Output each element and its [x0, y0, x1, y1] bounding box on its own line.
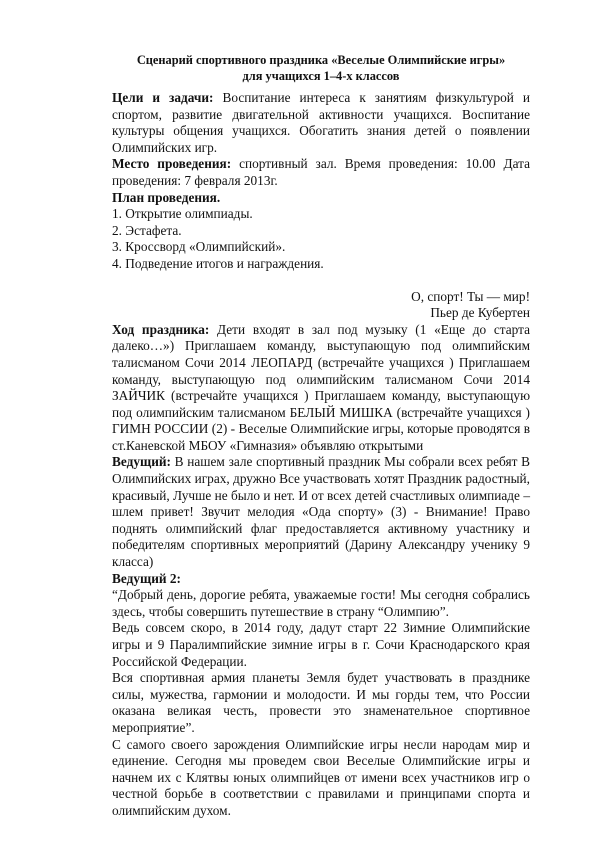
- host1-text: В нашем зале спортивный праздник Мы собрали всех ребят В Олимпийских играх, дружно Все участвовать хотят Праздник радостный, красивый, Лучше не было и нет. И от всех детей счастливых олимпиаде – шлем привет! Звучит мелодия «Ода спорту» (3) - Внимание! Право поднять олимпийский флаг предоставляется активному участнику и победителям спортивных мероприятий (Дарину Александру ученику 9 класса): [112, 454, 530, 570]
- host1-paragraph: [112, 454, 530, 570]
- speech-paragraph: “Добрый день, дорогие ребята, уважаемые гости! Мы сегодня собрались здесь, чтобы совершить путешествие в страну “Олимпию”.: [112, 587, 530, 619]
- epigraph-author: Пьер де Кубертен: [430, 305, 530, 321]
- course-label: Ход праздника:: [112, 321, 210, 337]
- plan-item: 1. Открытие олимпиады.: [112, 206, 253, 222]
- title-line-1: Сценарий спортивного праздника «Веселые Олимпийские игры»: [136, 53, 506, 67]
- goals-paragraph: [112, 90, 530, 156]
- plan-heading: План проведения.: [112, 189, 221, 205]
- place-paragraph: [112, 156, 530, 189]
- title-line-2: для учащихся 1–4-х классов: [242, 69, 400, 83]
- course-paragraph: [112, 322, 530, 455]
- speech-paragraph: Ведь совсем скоро, в 2014 году, дадут старт 22 Зимние Олимпийские игры и 9 Паралимпийские зимние игры в г. Сочи Краснодарского края Российской Федерации.: [112, 620, 530, 669]
- goals-text: Воспитание интереса к занятиям физкультурой и спортом, развитие двигательной активности учащихся. Воспитание культуры общения учащихся. Обогатить знания детей о появлении Олимпийских игр.: [112, 90, 530, 155]
- plan-item: 3. Кроссворд «Олимпийский».: [112, 239, 286, 255]
- course-text: Дети входят в зал под музыку (1 «Еще до старта далеко…») Приглашаем команду, выступающую под олимпийским талисманом Сочи 2014 ЛЕОПАРД (встречайте учащихся ) Приглашаем команду, выступающую под олимпийским талисманом Сочи 2014 ЗАЙЧИК (встречайте учащихся ) Приглашаем команду, выступающую под олимпийским талисманом БЕЛЫЙ МИШКА (встречайте учащихся ) ГИМН РОССИИ (2) - Веселые Олимпийские игры, которые проводятся в ст.Каневской МБОУ «Гимназия» объявляю открытыми: [112, 321, 530, 453]
- goals-label: Цели и задачи:: [112, 90, 214, 105]
- document-title: [112, 52, 530, 84]
- host2-heading: Ведущий 2:: [112, 570, 181, 586]
- place-label: Место проведения:: [112, 156, 232, 172]
- host1-label: Ведущий:: [112, 454, 171, 470]
- speech-paragraph: Вся спортивная армия планеты Земля будет участвовать в празднике силы, мужества, гармонии и молодости. И мы горды тем, что России оказана великая честь, провести это знаменательное спортивное мероприятие”.: [112, 670, 530, 735]
- plan-item: 2. Эстафета.: [112, 222, 182, 238]
- speech-paragraph: С самого своего зарождения Олимпийские игры несли народам мир и единение. Сегодня мы проведем свои Веселые Олимпийские игры и начнем их с Клятвы юных олимпийцев от имени всех участников игр о честной борьбе в соответствии с правилами и принципами спорта и олимпийским духом.: [112, 736, 530, 818]
- epigraph: О, спорт! Ты — мир!: [411, 288, 530, 304]
- plan-item: 4. Подведение итогов и награждения.: [112, 255, 324, 271]
- spacer: [112, 273, 530, 289]
- document-page: [112, 52, 530, 820]
- place-text: спортивный зал. Время проведения: 10.00 Дата проведения: 7 февраля 2013г.: [112, 156, 530, 188]
